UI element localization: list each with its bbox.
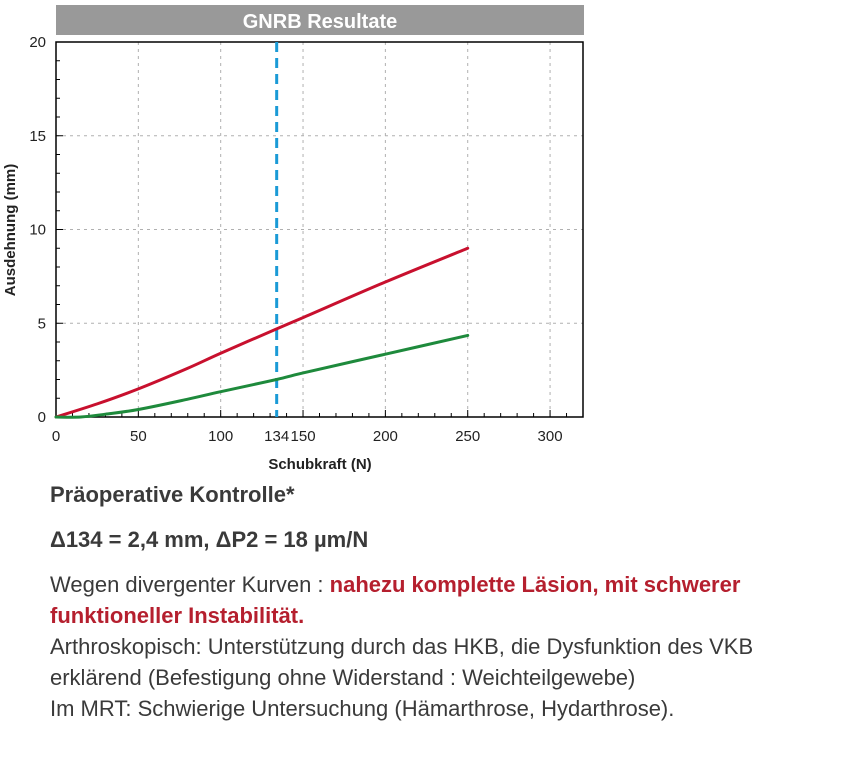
- reference-label: 134: [264, 428, 290, 445]
- y-tick-labels: [29, 34, 46, 426]
- mri-text: Im MRT: Schwierige Untersuchung (Hämarthrose, Hydarthrose).: [50, 696, 675, 721]
- y-tick-label: 20: [29, 34, 46, 51]
- x-tick-label: 200: [372, 428, 398, 445]
- para1-normal: Wegen divergenter Kurven :: [50, 572, 330, 597]
- y-tick-label: 0: [37, 409, 46, 426]
- series-line-1: [56, 248, 468, 417]
- x-tick-label: 150: [290, 428, 316, 445]
- chart-title: GNRB Resultate: [242, 11, 398, 33]
- x-tick-label: 100: [208, 428, 234, 445]
- heading-line: [50, 482, 850, 508]
- paragraph: [50, 569, 850, 724]
- formula-line: [50, 527, 850, 553]
- x-tick-labels: [52, 428, 563, 445]
- x-tick-label: 300: [537, 428, 563, 445]
- x-tick-label: 250: [455, 428, 481, 445]
- heading: Präoperative Kontrolle*: [50, 482, 295, 507]
- y-axis-title: Ausdehnung (mm): [2, 163, 19, 297]
- x-tick-label: 0: [51, 428, 61, 445]
- y-tick-label: 5: [37, 315, 46, 333]
- arthroscopy-text: Arthroskopisch: Unterstützung durch das HKB, die Dysfunktion des VKB erklärend (Befestigung ohne Widerstand : Weichteilgewebe): [50, 634, 754, 690]
- para1-emphasis: nahezu komplette Läsion, mit schwerer funktioneller Instabilität.: [50, 572, 741, 628]
- series-line-2: [56, 335, 468, 417]
- series-group: [56, 248, 468, 417]
- y-tick-label: 15: [29, 127, 46, 145]
- grid: [56, 42, 583, 417]
- formula: Δ134 = 2,4 mm, ΔP2 = 18 µm/N: [50, 527, 369, 552]
- x-axis-title: Schubkraft (N): [268, 456, 372, 473]
- x-tick-label: 50: [130, 428, 147, 445]
- y-tick-label: 10: [29, 221, 46, 239]
